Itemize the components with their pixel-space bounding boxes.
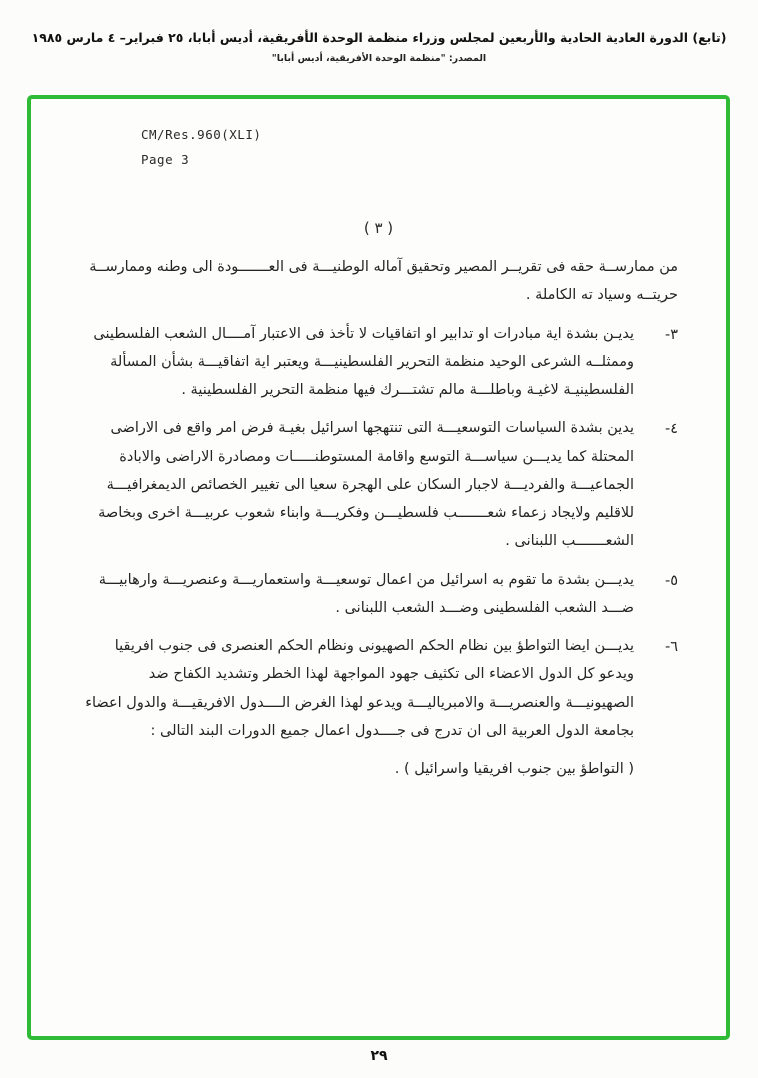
resolution-item	[79, 566, 678, 623]
document-page-label: Page 3	[141, 152, 190, 167]
resolution-item	[79, 414, 678, 555]
document-header-caption: (تابع) الدورة العادية الحادية والأربعين لمجلس وزراء منظمة الوحدة الأفريقية، أديس أبابا، ٢٥ فبراير– ٤ مارس ١٩٨٥	[31, 30, 727, 45]
highlight-frame	[27, 95, 730, 1040]
item-text: يديـن بشدة اية مبادرات او تدابير او اتفاقيات لا تأخذ فى الاعتبار آمــــال الشعب الفلسطينى وممثلــه الشرعى الوحيد منظمة التحرير الفلسطينيـــة ويعتبر اية اتفاقيـــة بشأن المسألة الفلسطينيـة لاغيـة وباطلـــة مالم تشتـــرك فيها منظمة التحرير الفلسطينية .	[93, 325, 634, 399]
paragraph-continuation: من ممارســة حقه فى تقريــر المصير وتحقيق آماله الوطنيـــة فى العـــــــودة الى وطنه وممارســة حريتــه وسياد ته الكاملة .	[89, 259, 678, 304]
section-number: ( ٣ )	[363, 219, 394, 237]
item-number: ٣-	[664, 326, 678, 343]
item-number: ٤-	[664, 421, 678, 438]
resolution-item	[79, 320, 678, 405]
resolution-item	[79, 632, 678, 745]
item-number: ٥-	[664, 572, 678, 589]
document-source-caption: المصدر: "منظمة الوحدة الأفريقية، أديس أبابا"	[271, 53, 487, 64]
page-number: ٢٩	[370, 1048, 388, 1064]
item-text: يديـــن ايضا التواطؤ بين نظام الحكم الصهيونى ونظام الحكم العنصرى فى جنوب افريقيا ويدعو كل الدول الاعضاء الى تكثيف جهود المواجهة لهذا الخطر وتشديد الكفاح ضد الصهيونيـــة والعنصريـــة والامبرياليـــة ويدعو لهذا الغرض الــــدول الافريقيـــة والدول اعضاء بجامعة الدول العربية الى ان تدرج فى جــــدول اعمال جميع الدورات البند التالى :	[85, 638, 634, 739]
closing-line: ( التواطؤ بين جنوب افريقيا واسرائيل ) .	[394, 761, 634, 778]
item-text: يدين بشدة السياسات التوسعيـــة التى تنتهجها اسرائيل بغيـة فرض امر واقع فى الاراضى المحتلة كما يديـــن سياســـة التوسع واقامة المستوطنـــــات ومصادرة الاراضى والابادة الجماعيـــة والفرديـــة لاجبار السكان على الهجرة سعيا الى تغيير الخصائص الديمغرافيـــة للاقليم ولايجاد زعماء شعـــــــب فلسطيـــن وفكريـــة وابناء شعوب عربيـــة اخرى وبخاصة الشعـــــــب اللبنانى .	[98, 420, 634, 550]
item-text: يديـــن بشدة ما تقوم به اسرائيل من اعمال توسعيـــة واستعماريـــة وعنصريـــة وارهابيـــة ضـــد الشعب الفلسطينى وضـــد الشعب اللبنانى .	[98, 571, 634, 616]
document-reference-block	[141, 127, 678, 167]
document-body	[79, 253, 678, 784]
document-reference: CM/Res.960(XLI)	[141, 127, 262, 142]
item-number: ٦-	[664, 639, 678, 656]
